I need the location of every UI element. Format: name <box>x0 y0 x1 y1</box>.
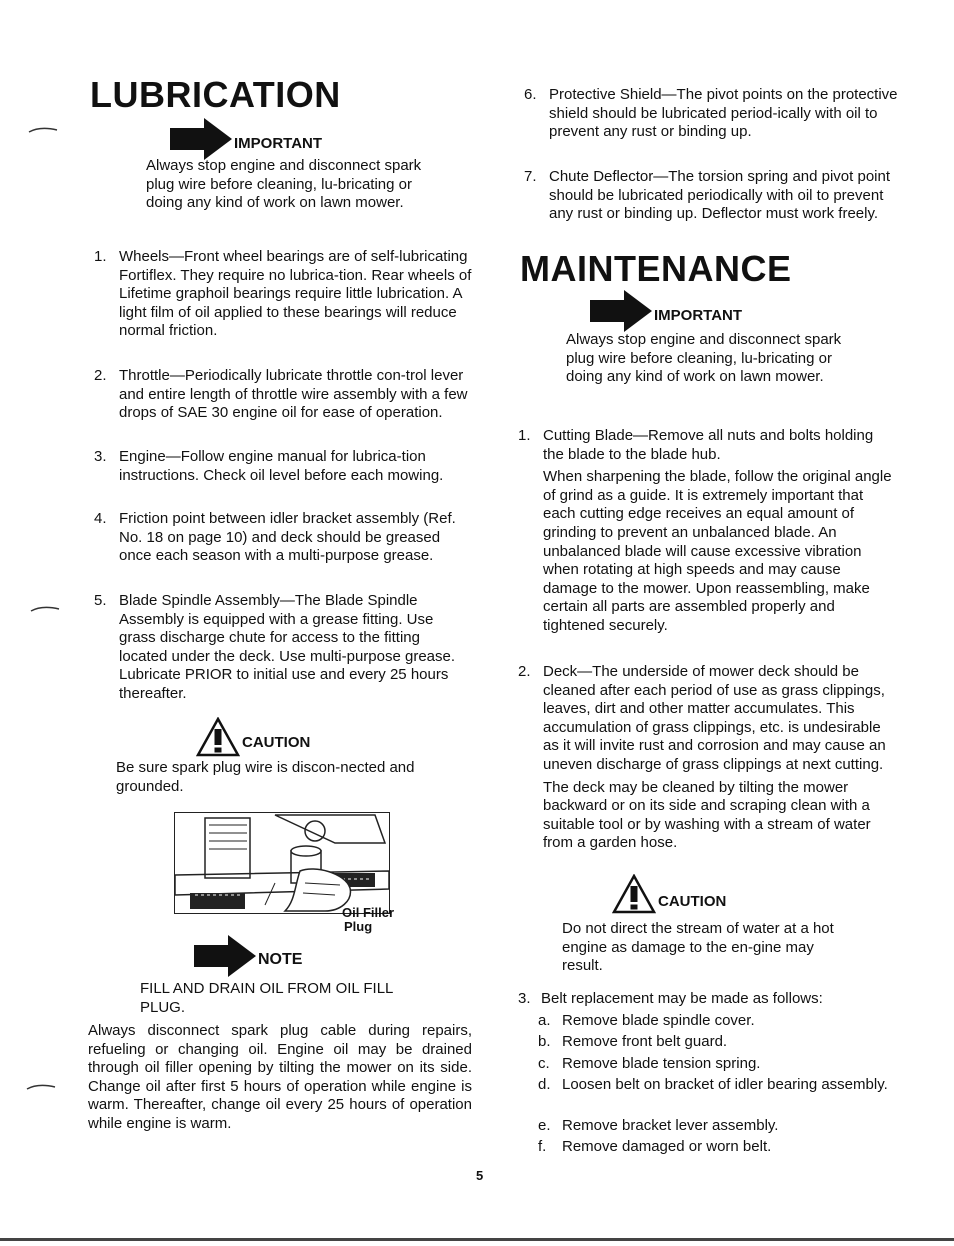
figure-label-oil-filler: Oil Filler <box>342 905 395 920</box>
item-number: 5. <box>94 592 107 609</box>
item-number: 4. <box>94 510 107 527</box>
note-text: FILL AND DRAIN OIL FROM OIL FILL PLUG. <box>140 980 393 1016</box>
important-notice <box>590 290 742 332</box>
list-item <box>518 427 892 636</box>
list-item <box>518 663 892 853</box>
item-number: 2. <box>94 367 107 384</box>
caution-label: CAUTION <box>658 892 727 910</box>
sub-item-text: Remove blade spindle cover. <box>562 1012 755 1029</box>
list-item <box>518 990 892 1009</box>
item-text: Blade Spindle Assembly—The Blade Spindle Assembly is equipped with a grease fitting. Use grass discharge chute for access to the fitting located under the deck. Use multi-purpose grease. Lubricate PRIOR to initial use and every 25 hours thereafter. <box>119 592 456 702</box>
sub-list-item <box>538 1033 894 1052</box>
list-item <box>94 248 472 341</box>
item-text-continued: When sharpening the blade, follow the original angle of grind as a guide. It is extremely important that each cutting edge receives an equal amount of grinding to prevent an unbalanced blade. An unbalanced blade will cause excessive vibration when rotating at high speeds and may cause damage to the mower. Upon reassembling, make certain all parts are assembled properly and tightened securely. <box>543 468 892 634</box>
item-number: 6. <box>524 86 537 103</box>
sub-item-letter: b. <box>538 1033 551 1050</box>
list-item <box>94 448 472 485</box>
item-text: Cutting Blade—Remove all nuts and bolts holding the blade to the blade hub. <box>543 427 874 463</box>
important-notice <box>170 118 322 160</box>
note-notice <box>194 935 302 977</box>
margin-mark <box>26 1082 56 1090</box>
item-text: Friction point between idler bracket assembly (Ref. No. 18 on page 10) and deck should be greased once each season with a multi-purpose grease. <box>119 510 456 565</box>
arrow-icon <box>194 935 256 977</box>
list-item <box>524 86 898 142</box>
list-item <box>94 367 472 423</box>
important-text: Always stop engine and disconnect spark plug wire before cleaning, lu-bricating or doing any kind of work on lawn mower. <box>146 157 422 212</box>
caution-triangle-icon <box>196 717 240 757</box>
caution-notice <box>196 717 310 757</box>
item-text: Protective Shield—The pivot points on the protective shield should be lubricated period-ically with oil to prevent any rust or binding up. <box>549 86 898 141</box>
caution-triangle-icon <box>612 874 656 914</box>
maintenance-title: MAINTENANCE <box>520 248 792 289</box>
item-number: 7. <box>524 168 537 185</box>
item-number: 2. <box>518 663 531 680</box>
sub-list-item <box>538 1055 894 1074</box>
sub-item-letter: f. <box>538 1138 547 1155</box>
important-text: Always stop engine and disconnect spark plug wire before cleaning, lu-bricating or doing any kind of work on lawn mower. <box>566 331 842 386</box>
sub-item-letter: a. <box>538 1012 551 1029</box>
list-item <box>94 592 472 704</box>
sub-item-letter: d. <box>538 1076 551 1093</box>
sub-list-item <box>538 1012 894 1031</box>
item-text: Engine—Follow engine manual for lubrica-tion instructions. Check oil level before each mowing. <box>119 448 444 484</box>
note-label: NOTE <box>258 951 303 968</box>
item-text: Belt replacement may be made as follows: <box>541 990 823 1007</box>
item-text: Deck—The underside of mower deck should be cleaned after each period of use as grass clippings, leaves, dirt and other matter accumulates. This accumulation of grass clippings, etc. is undesirable as it will invite rust and corrosion and may cause an uneven discharge of grass clippings at next cutting. <box>543 663 886 773</box>
sub-list-item <box>538 1138 894 1157</box>
list-item <box>94 510 472 566</box>
arrow-icon <box>590 290 652 332</box>
item-text-continued: The deck may be cleaned by tilting the mower backward or on its side and scraping clean with a suitable tool or by washing with a stream of water from a garden hose. <box>543 778 871 852</box>
item-text: Wheels—Front wheel bearings are of self-lubricating Fortiflex. They require no lubrica-tion. Rear wheels of Lifetime graphoil bearings require little lubrication. A light film of oil applied to these bearings will reduce normal friction. <box>119 248 472 340</box>
caution-notice <box>612 874 726 914</box>
item-text: Chute Deflector—The torsion spring and pivot point should be lubricated periodically with oil to prevent any rust or binding up. Deflector must work freely. <box>549 168 891 223</box>
item-number: 3. <box>518 990 531 1007</box>
caution-text: Do not direct the stream of water at a hot engine as damage to the en-gine may result. <box>562 920 834 975</box>
item-text: Throttle—Periodically lubricate throttle con-trol lever and entire length of throttle wire assembly with a few drops of SAE 30 engine oil for ease of operation. <box>119 367 468 422</box>
item-number: 1. <box>94 248 107 265</box>
lubrication-title: LUBRICATION <box>90 74 341 115</box>
caution-label: CAUTION <box>242 733 311 751</box>
sub-item-letter: c. <box>538 1055 550 1072</box>
arrow-icon <box>170 118 232 160</box>
sub-item-text: Loosen belt on bracket of idler bearing assembly. <box>562 1076 888 1093</box>
sub-list-item <box>538 1076 894 1095</box>
sub-item-text: Remove bracket lever assembly. <box>562 1117 779 1134</box>
page-number: 5 <box>476 1168 484 1183</box>
sub-item-text: Remove blade tension spring. <box>562 1055 761 1072</box>
sub-item-text: Remove damaged or worn belt. <box>562 1138 772 1155</box>
margin-mark <box>30 604 60 612</box>
sub-item-letter: e. <box>538 1117 551 1134</box>
oil-filler-illustration <box>174 812 390 914</box>
figure-label-plug: Plug <box>344 919 373 934</box>
sub-item-text: Remove front belt guard. <box>562 1033 728 1050</box>
important-label: IMPORTANT <box>234 134 323 152</box>
list-item <box>524 168 898 224</box>
closing-text: Always disconnect spark plug cable during repairs, refueling or changing oil. Engine oil may be drained through oil filler opening by tilting the mower on its side. Change oil after first 5 hours of operation while engine is warm. Thereafter, change oil every 25 hours of operation while engine is warm. <box>88 1022 472 1132</box>
bottom-rule <box>0 1238 954 1241</box>
item-number: 3. <box>94 448 107 465</box>
margin-mark <box>28 125 58 133</box>
caution-text: Be sure spark plug wire is discon-nected and grounded. <box>116 759 415 795</box>
mower-oil-filler-drawing <box>175 813 389 913</box>
item-number: 1. <box>518 427 531 444</box>
important-label: IMPORTANT <box>654 306 743 324</box>
sub-list-item <box>538 1117 894 1136</box>
